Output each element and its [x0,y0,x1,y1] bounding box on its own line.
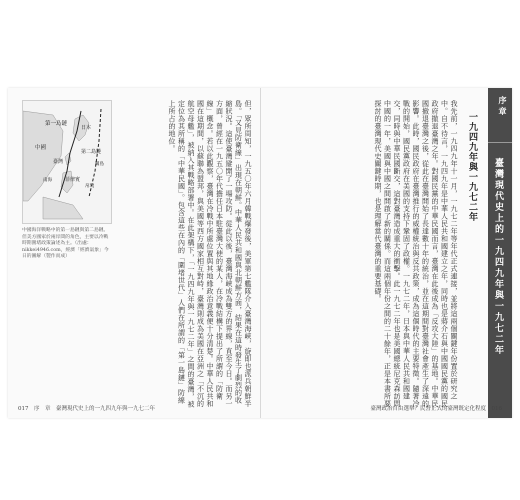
right-footer: 臺灣政治自由選舉？民營正式的臺灣既定化程度 016 [370,406,502,412]
right-body-text: 我先前，一九四九年十一月，一九七二年等年代正式連接，並將這兩個關鍵年份置於研究之中。自不待言，一九四九年是中華人民共和國建立之年，同時也是蔣介石與中國國民黨的國民政府撤退臺灣之年。對國民黨的中華民國而言，臺灣在此後成為「反攻大陸」的基地。中華民國撤退臺灣之後，從此在臺灣開始了長達數十年的統治，並在這期間對臺灣社會產生了深遠的影響。此時，國民政府在臺灣推行的威權統治與反共政策，成為這個時代的主要特徵。隨著冷戰的開始，國民黨政府在美國的支持下鞏固了政權。一九七二年，日本與中華人民共和國建交，同時與中華民國斷交，這對臺灣造成重大的衝擊。此一九七二年也是美國總統尼克森訪問中國的一年，美國與中國之間開啟了新的關係。而這兩個年份之間的二十餘年，正是本書所要探討的臺灣現代史關鍵時期，也是理解當代臺灣的重要基礎。 [374,100,458,408]
left-footer: 017 序 章 臺灣現代史上的一九四九年與一九七二年 [18,406,155,412]
left-body-text: 但，眾所周知，一九五〇年六月韓戰爆發後，美軍第七艦隊介入臺灣海峽，旋即也派兵朝鮮半島。「又見防衛線」出現在朝鮮。中華人民共和國與北朝鮮方面，結果在這時發生了劇烈的收縮狀況。這使臺灣避開了一場攻防。從此以後，臺灣海峽成為雙方的界線，直至今日。而另一方面，曾經在一九五〇年代擔任日本駐臺灣大使的某人，在冷戰結構下提出了所謂的「防衛線」概念。若以此觀察，臺灣在冷戰中所處位置與其地緣政治意義便十分清楚。中華人民共和國在這期間，以蘇聯為盟邦，與美國等西方國家相互對峙，臺灣則成為美國在亞洲之「不沉的航空母艦」，被納入其戰略部署中。在此架構下，「一九四九年與一九七二年」之間的臺灣，被定位為其所稱的「中華民國」。包含這些在內的「圍堵世代」人們在所謂的「第一島鏈」防線上所占的地位。 [168,100,252,408]
section-title: 一九四九年與一九七二年 [467,112,477,222]
left-page [8,88,260,418]
map-label-palau: 帛琉 [85,184,94,189]
map-label-guam: 關島 [95,162,104,167]
map-label-chain1: 第一島鏈 [45,121,68,127]
map-label-south-sea: 南海 [43,178,52,183]
map-label-taiwan: 臺灣 [53,159,64,165]
chapter-title: 臺灣現代史上的一九四九年與一九七二年 [493,158,503,356]
band-divider [488,142,512,143]
chapter-label: 序章 [498,96,508,118]
map-label-philippines: 菲律賓 [65,177,81,183]
map-label-japan: 日本 [81,125,92,131]
island-chain-map [22,100,112,224]
map-caption: 中國海洋戰略中的第一島鏈與第二島鏈。但美方國家於兩岸間的角色，主要以冷戰時期圍堵政策論述為主。（出處：nikkei4946.com，經濟「經濟氣象」今日的圖解（製作而成） [22,228,109,260]
book-spread [8,88,512,418]
map-label-chain2: 第二島鏈 [81,149,102,155]
map-label-china: 中國 [35,145,47,151]
map-figure [23,101,111,223]
